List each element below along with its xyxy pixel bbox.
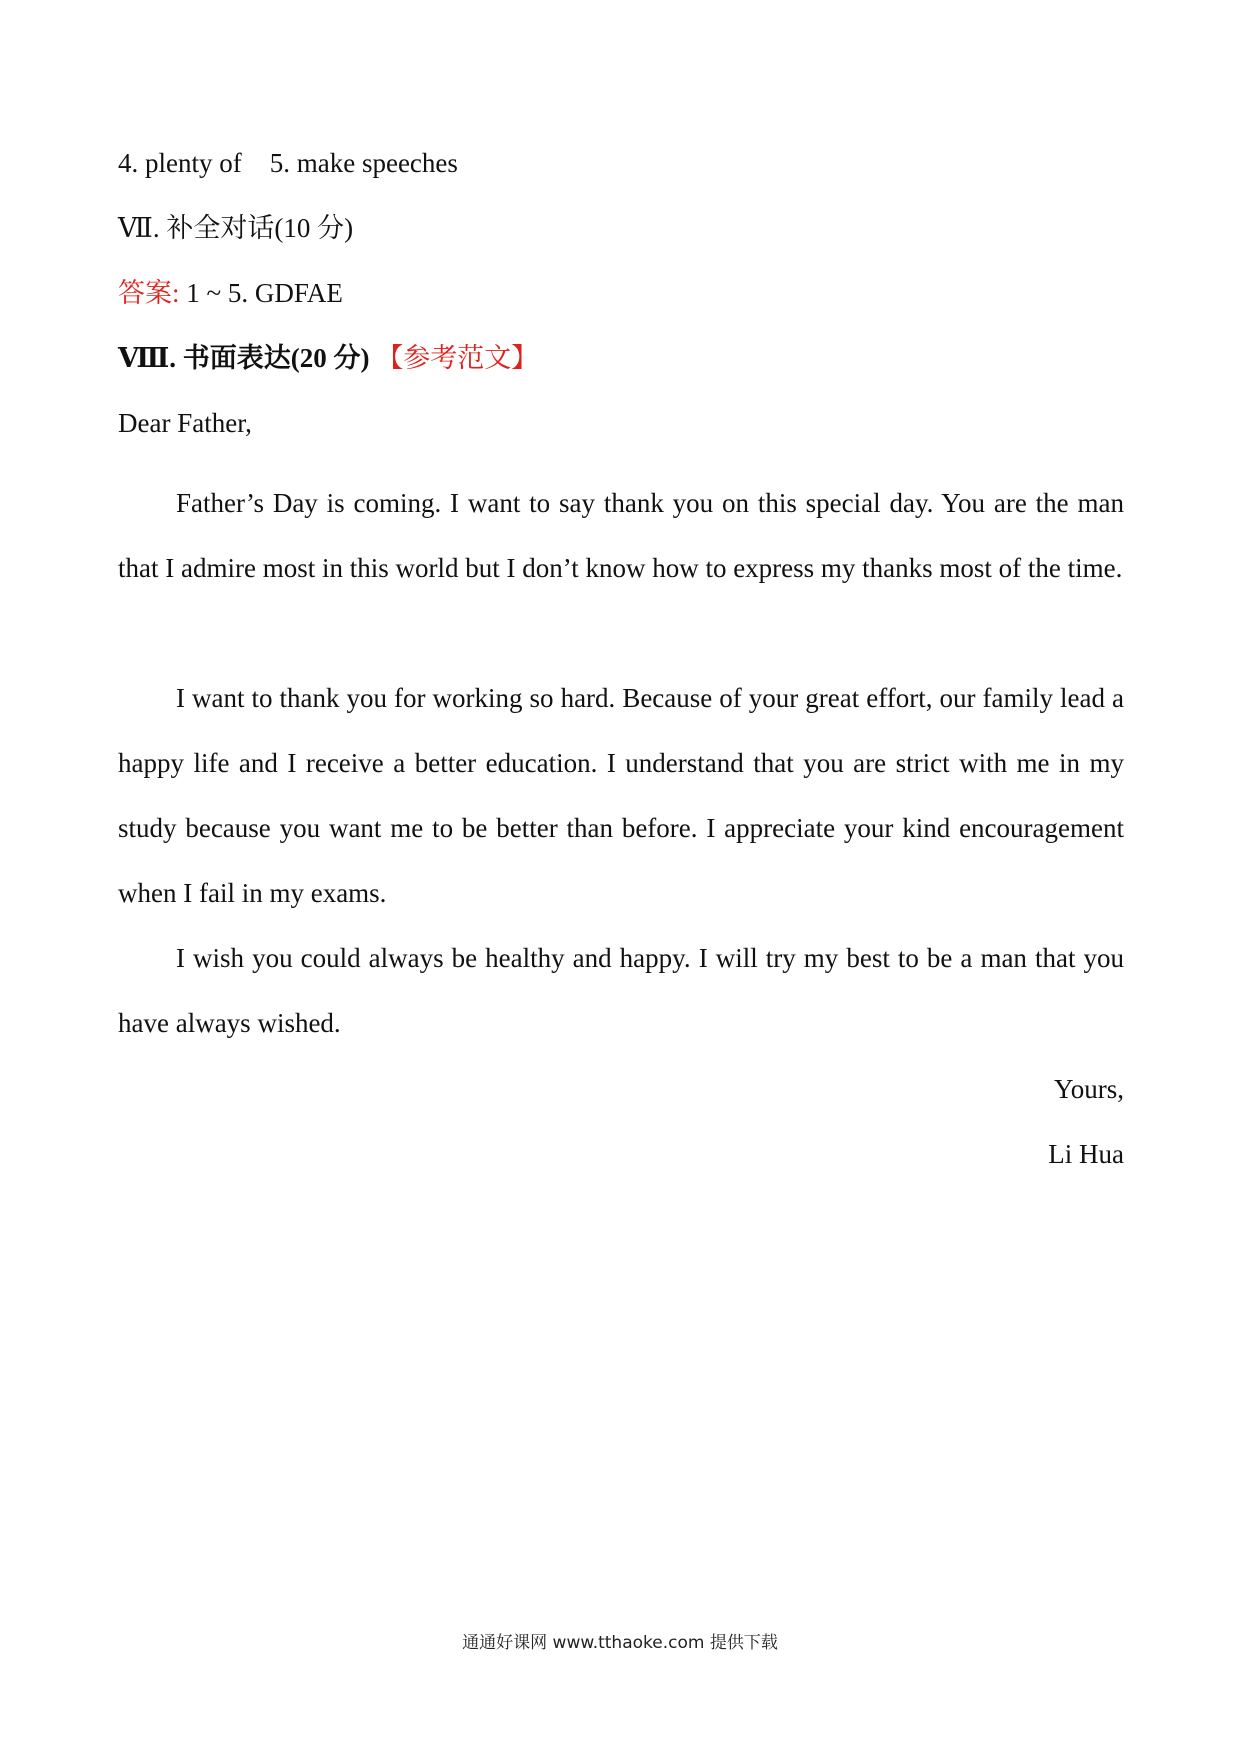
- answer-value: 1 ~ 5. GDFAE: [179, 278, 343, 308]
- letter-salutation: Dear Father,: [118, 408, 252, 438]
- answer-item-4: 4. plenty of: [118, 148, 242, 178]
- answer-label: 答案:: [118, 278, 180, 308]
- answer-row-4-5: [118, 146, 458, 180]
- section-8-heading: [118, 341, 538, 375]
- letter-paragraph-1: Father’s Day is coming. I want to say thank you on this special day. You are the man that I admire most in this world but I don’t know how to express my thanks most of the time.: [118, 488, 1124, 583]
- section-8-title: Ⅷ. 书面表达(20 分): [118, 343, 370, 373]
- letter-paragraph-2: I want to thank you for working so hard. Because of your great effort, our family lead a happy life and I receive a better education. I understand that you are strict with me in my study because you want me to be better than before. I appreciate your kind encouragement when I fail in my exams.: [118, 683, 1124, 908]
- section-7-title: Ⅶ. 补全对话(10 分): [118, 213, 354, 243]
- section-7-answer: [118, 276, 343, 310]
- sample-essay-tag: 【参考范文】: [376, 343, 539, 373]
- page-footer: 通通好课网 www.tthaoke.com 提供下载: [462, 1633, 778, 1653]
- letter-signature: Li Hua: [1048, 1139, 1124, 1169]
- letter-paragraph-3: I wish you could always be healthy and happy. I will try my best to be a man that you have always wished.: [118, 943, 1124, 1038]
- letter-closing: Yours,: [1053, 1074, 1124, 1104]
- answer-item-5: 5. make speeches: [269, 148, 458, 178]
